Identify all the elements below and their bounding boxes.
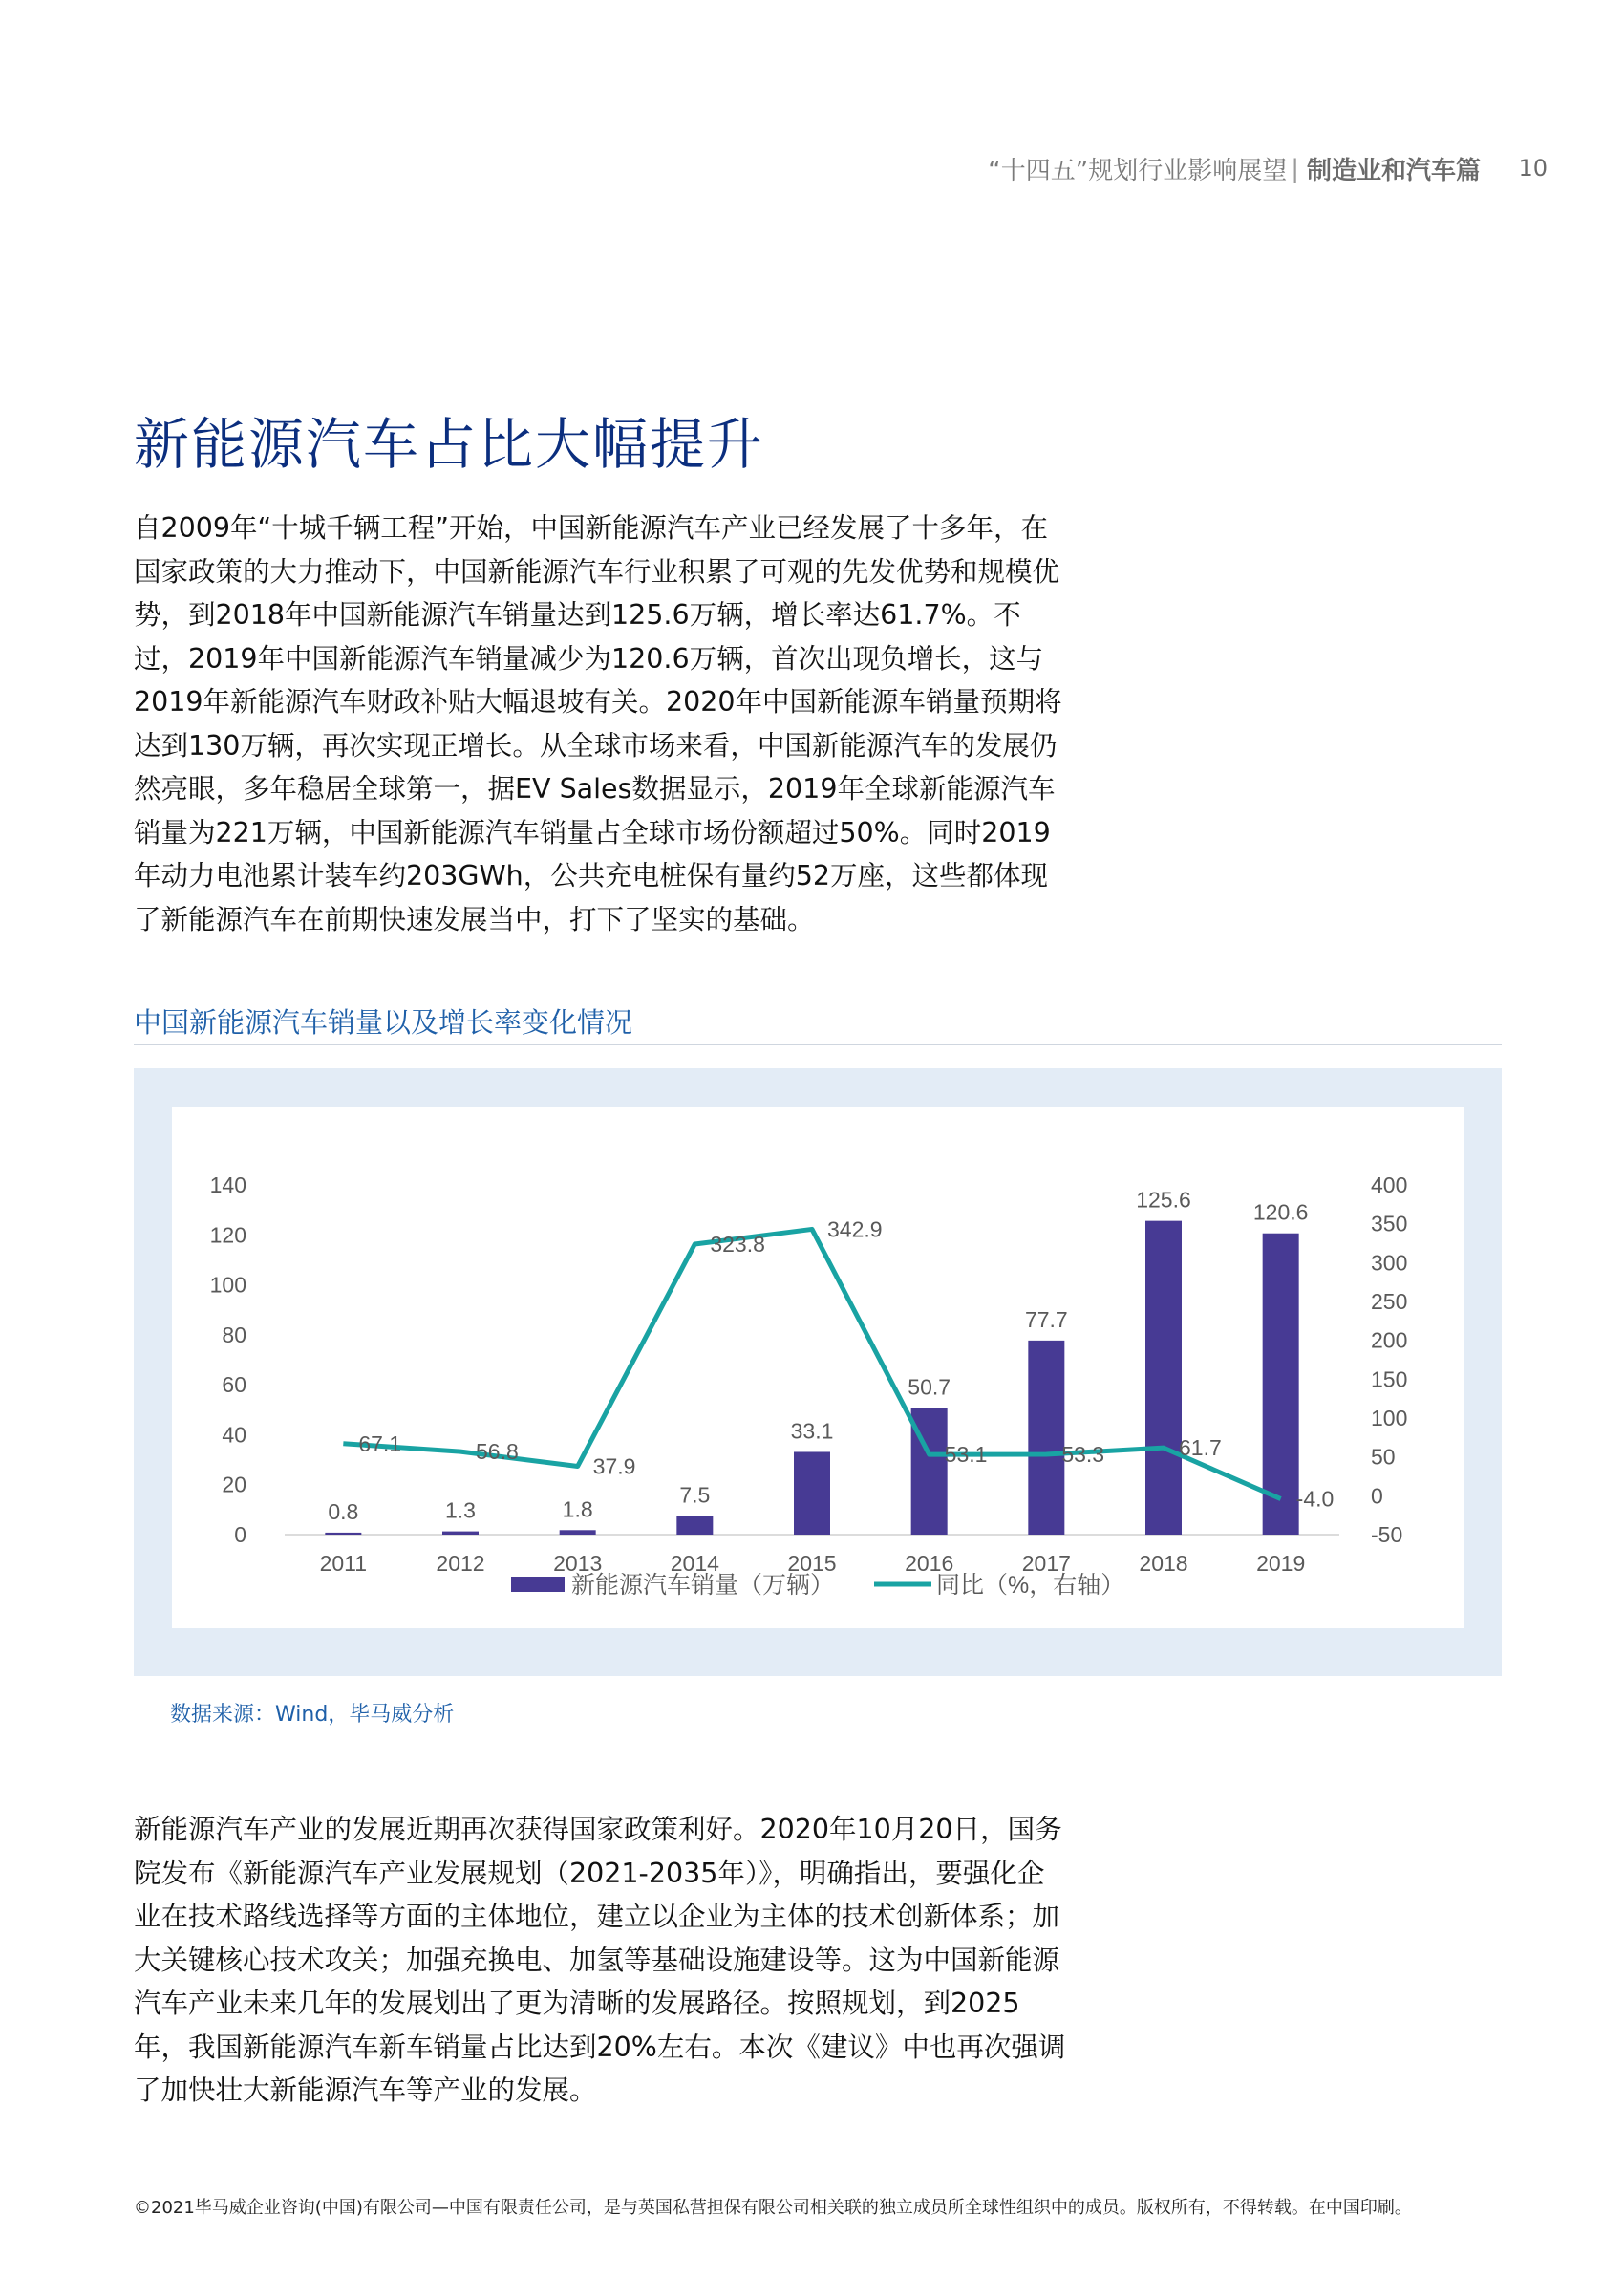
y-right-tick-label: 250 — [1371, 1289, 1408, 1314]
line-value-label: 53.1 — [944, 1442, 988, 1468]
legend-bar-label: 新能源汽车销量（万辆） — [571, 1572, 835, 1599]
x-tick-label: 2011 — [319, 1551, 368, 1576]
y-left-tick-label: 120 — [209, 1222, 246, 1248]
line-value-label: -4.0 — [1295, 1486, 1335, 1512]
x-tick-label: 2017 — [1021, 1551, 1071, 1576]
bar-value-label: 33.1 — [790, 1418, 834, 1444]
bar — [676, 1516, 713, 1535]
header-separator: | — [1291, 154, 1299, 183]
section-title: 新能源汽车占比大幅提升 — [134, 412, 765, 477]
bar — [1028, 1341, 1064, 1535]
y-left-tick-label: 100 — [209, 1272, 246, 1298]
bar — [1263, 1234, 1299, 1535]
bar — [325, 1533, 361, 1535]
chart-source-note: 数据来源：Wind，毕马威分析 — [170, 1703, 455, 1727]
line-value-label: 342.9 — [827, 1216, 883, 1242]
x-tick-label: 2014 — [670, 1551, 719, 1576]
y-left-tick-label: 0 — [234, 1522, 246, 1547]
legend-line-label: 同比（%，右轴） — [936, 1572, 1125, 1599]
y-right-tick-label: 300 — [1371, 1250, 1408, 1276]
line-value-label: 61.7 — [1179, 1435, 1222, 1461]
bar-value-label: 7.5 — [679, 1482, 711, 1508]
y-right-tick-label: 100 — [1371, 1406, 1408, 1430]
line-value-label: 37.9 — [592, 1453, 636, 1479]
bar-value-label: 120.6 — [1252, 1199, 1309, 1225]
y-right-tick-label: 50 — [1371, 1444, 1396, 1470]
header-section-title: 制造业和汽车篇 — [1306, 157, 1481, 185]
x-tick-label: 2015 — [787, 1551, 837, 1576]
bar — [442, 1532, 479, 1535]
y-right-tick-label: -50 — [1371, 1522, 1403, 1547]
line-value-label: 56.8 — [476, 1439, 519, 1465]
y-left-tick-label: 80 — [222, 1322, 246, 1347]
x-tick-label: 2019 — [1256, 1551, 1306, 1576]
y-left-tick-label: 60 — [222, 1372, 246, 1398]
bar-value-label: 1.3 — [445, 1497, 476, 1523]
y-left-tick-label: 20 — [222, 1472, 246, 1497]
y-right-tick-label: 0 — [1371, 1483, 1383, 1509]
y-left-tick-label: 140 — [209, 1172, 246, 1197]
chart-title: 中国新能源汽车销量以及增长率变化情况 — [134, 1006, 633, 1039]
chart-panel — [134, 1068, 1502, 1676]
body-paragraph-2: 新能源汽车产业的发展近期再次获得国家政策利好。2020年10月20日，国务院发布《新能源汽车产业发展规划（2021-2035年）》，明确指出，要强化企业在技术路线选择等方面的主体地位，建立以企业为主体的技术创新体系；加大关键核心技术攻关；加强充换电、加氢等基础设施建设等。这为中国新能源汽车产业未来几年的发展划出了更为清晰的发展路径。按照规划，到2025年，我国新能源汽车新车销量占比达到20%左右。本次《建议》中也再次强调了加快壮大新能源汽车等产业的发展。 — [134, 1814, 1066, 2106]
copyright-footer: ©2021毕马威企业咨询(中国)有限公司—中国有限责任公司，是与英国私营担保有限公司相关联的独立成员所全球性组织中的成员。版权所有，不得转载。在中国印刷。 — [134, 2198, 1412, 2218]
page-number: 10 — [1518, 155, 1548, 182]
bar — [794, 1451, 830, 1535]
x-tick-label: 2012 — [436, 1551, 485, 1576]
bar-value-label: 0.8 — [328, 1498, 359, 1524]
x-tick-label: 2013 — [553, 1551, 603, 1576]
bar-value-label: 125.6 — [1136, 1187, 1191, 1213]
line-value-label: 53.3 — [1061, 1441, 1105, 1467]
chart-title-divider — [134, 1044, 1502, 1045]
y-left-tick-label: 40 — [222, 1422, 246, 1448]
x-tick-label: 2016 — [905, 1551, 954, 1576]
legend-bar-swatch — [511, 1577, 565, 1592]
y-right-tick-label: 400 — [1371, 1172, 1408, 1197]
combo-chart — [172, 1107, 1464, 1628]
bar — [1145, 1221, 1182, 1535]
header-report-title: “十四五”规划行业影响展望 — [988, 157, 1288, 185]
chart-area — [172, 1107, 1464, 1628]
y-right-tick-label: 350 — [1371, 1211, 1408, 1236]
line-value-label: 67.1 — [358, 1430, 402, 1456]
body-paragraph-1: 自2009年“十城千辆工程”开始，中国新能源汽车产业已经发展了十多年，在国家政策的大力推动下，中国新能源汽车行业积累了可观的先发优势和规模优势，到2018年中国新能源汽车销量达到125.6万辆，增长率达61.7%。不过，2019年中国新能源汽车销量减少为120.6万辆，首次出现负增长，这与2019年新能源汽车财政补贴大幅退坡有关。2020年中国新能源车销量预期将达到130万辆，再次实现正增长。从全球市场来看，中国新能源汽车的发展仍然亮眼，多年稳居全球第一，据EV Sales数据显示，2019年全球新能源汽车销量为221万辆，中国新能源汽车销量占全球市场份额超过50%。同时2019年动力电池累计装车约203GWh，公共充电桩保有量约52万座，这些都体现了新能源汽车在前期快速发展当中，打下了坚实的基础。 — [134, 512, 1062, 935]
y-right-tick-label: 200 — [1371, 1327, 1408, 1353]
bar — [560, 1530, 596, 1535]
bar-value-label: 1.8 — [562, 1496, 593, 1522]
y-right-tick-label: 150 — [1371, 1366, 1408, 1392]
x-tick-label: 2018 — [1139, 1551, 1188, 1576]
page-header — [988, 151, 1548, 186]
bar-value-label: 77.7 — [1024, 1306, 1068, 1332]
line-value-label: 323.8 — [710, 1231, 765, 1257]
bar-value-label: 50.7 — [908, 1374, 951, 1400]
